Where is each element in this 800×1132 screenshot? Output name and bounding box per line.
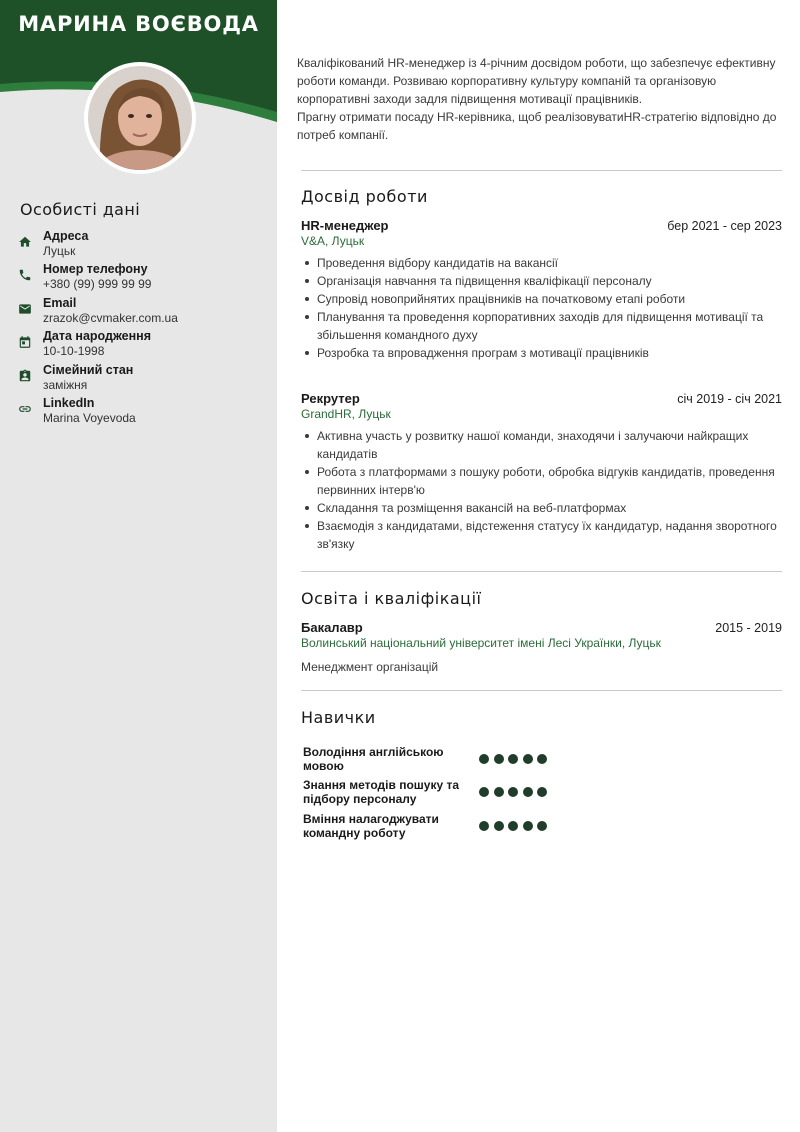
skill-item xyxy=(303,742,603,776)
skill-rating xyxy=(479,787,547,797)
profile-summary xyxy=(297,54,791,144)
skill-level-dot xyxy=(494,821,504,831)
personal-item-marital-status xyxy=(16,363,266,396)
home-icon xyxy=(16,233,34,251)
job-duty: Супровід новоприйнятих працівників на початковому етапі роботи xyxy=(301,290,782,308)
education-degree: Бакалавр xyxy=(301,620,363,635)
phone-value[interactable]: +380 (99) 999 99 99 xyxy=(43,277,152,292)
email-label: Email xyxy=(43,295,77,310)
birthdate-label: Дата народження xyxy=(43,329,151,344)
job-duties-list xyxy=(301,254,782,362)
sidebar xyxy=(0,0,277,1132)
personal-item-birthdate xyxy=(16,329,266,362)
personal-item-phone xyxy=(16,262,266,295)
skill-level-dot xyxy=(508,787,518,797)
main-content xyxy=(277,0,800,1132)
candidate-name: МАРИНА ВОЄВОДА xyxy=(18,12,259,36)
id-badge-icon xyxy=(16,367,34,385)
summary-paragraph-1: Кваліфікований HR-менеджер із 4-річним досвідом роботи, що забезпечує ефективну роботи команди. Розвиваю корпоративну культуру компаній та організовую корпоративні заходи задля підвищення мотивації працівників. xyxy=(297,56,776,106)
skill-level-dot xyxy=(494,754,504,764)
profile-photo xyxy=(88,66,192,170)
phone-icon xyxy=(16,266,34,284)
job-title: HR-менеджер xyxy=(301,218,389,233)
skill-level-dot xyxy=(537,787,547,797)
skills-list xyxy=(303,742,603,843)
skill-level-dot xyxy=(537,821,547,831)
education-dates: 2015 - 2019 xyxy=(715,621,782,635)
summary-paragraph-2: Прагну отримати посаду HR-керівника, щоб реалізовуватиHR-стратегію відповідно до потреб компанії. xyxy=(297,110,777,142)
skill-level-dot xyxy=(523,754,533,764)
skill-level-dot xyxy=(494,787,504,797)
skill-item xyxy=(303,776,603,810)
skill-level-dot xyxy=(508,821,518,831)
personal-item-linkedin xyxy=(16,396,266,429)
job-dates: січ 2019 - січ 2021 xyxy=(677,392,782,406)
job-entry xyxy=(301,218,782,362)
skill-item xyxy=(303,809,603,843)
skill-level-dot xyxy=(537,754,547,764)
skill-level-dot xyxy=(479,821,489,831)
job-duty: Організація навчання та підвищення кваліфікації персоналу xyxy=(301,272,782,290)
job-title: Рекрутер xyxy=(301,391,360,406)
education-description: Менеджмент організацій xyxy=(301,660,439,674)
job-dates: бер 2021 - сер 2023 xyxy=(667,219,782,233)
skill-level-dot xyxy=(508,754,518,764)
address-value: Луцьк xyxy=(43,244,76,258)
education-school: Волинський національний університет імені Лесі Українки, Луцьк xyxy=(301,636,661,650)
divider xyxy=(301,690,782,691)
skill-name: Знання методів пошуку та підбору персоналу xyxy=(303,778,460,807)
mail-icon xyxy=(16,300,34,318)
link-icon xyxy=(16,400,34,418)
skill-level-dot xyxy=(479,787,489,797)
skill-level-dot xyxy=(523,821,533,831)
job-duty: Проведення відбору кандидатів на вакансії xyxy=(301,254,782,272)
calendar-icon xyxy=(16,333,34,351)
profile-photo-frame xyxy=(84,62,196,174)
job-duties-list xyxy=(301,427,782,553)
job-duty: Робота з платформами з пошуку роботи, обробка відгуків кандидатів, проведення первинних інтерв'ю xyxy=(301,463,782,499)
divider xyxy=(301,170,782,171)
linkedin-label: LinkedIn xyxy=(43,395,95,410)
marital-status-label: Сімейний стан xyxy=(43,362,134,377)
job-duty: Розробка та впровадження програм з мотивації працівників xyxy=(301,344,782,362)
skill-name: Володіння англійською мовою xyxy=(303,744,444,773)
personal-item-email xyxy=(16,296,266,329)
personal-data-title: Особисті дані xyxy=(20,200,141,219)
job-duty: Складання та розміщення вакансій на веб-платформах xyxy=(301,499,782,517)
skill-level-dot xyxy=(479,754,489,764)
linkedin-value[interactable]: Marina Voyevoda xyxy=(43,410,136,425)
skill-level-dot xyxy=(523,787,533,797)
experience-title: Досвід роботи xyxy=(301,187,428,206)
job-company: GrandHR, Луцьк xyxy=(301,407,391,421)
personal-item-address xyxy=(16,229,266,262)
email-value[interactable]: zrazok@cvmaker.com.ua xyxy=(43,310,178,325)
marital-status-value: заміжня xyxy=(43,377,88,392)
job-duty: Активна участь у розвитку нашої команди, знаходячи і залучаючи найкращих кандидатів xyxy=(301,427,782,463)
job-company: V&A, Луцьк xyxy=(301,234,365,248)
job-duty: Планування та проведення корпоративних заходів для підвищення мотивації та збільшення командного духу xyxy=(301,308,782,344)
personal-data-list xyxy=(16,229,266,429)
phone-label: Номер телефону xyxy=(43,262,148,277)
skill-rating xyxy=(479,754,547,764)
job-duty: Взаємодія з кандидатами, відстеження статусу їх кандидатур, надання зворотного зв'язку xyxy=(301,517,782,553)
skill-rating xyxy=(479,821,547,831)
job-entry xyxy=(301,391,782,553)
divider xyxy=(301,571,782,572)
education-title: Освіта і кваліфікації xyxy=(301,589,482,608)
skills-title: Навички xyxy=(301,708,376,727)
birthdate-value: 10-10-1998 xyxy=(43,344,105,359)
education-entry xyxy=(301,620,782,674)
address-label: Адреса xyxy=(43,229,89,243)
skill-name: Вміння налагоджувати командну роботу xyxy=(303,811,439,840)
